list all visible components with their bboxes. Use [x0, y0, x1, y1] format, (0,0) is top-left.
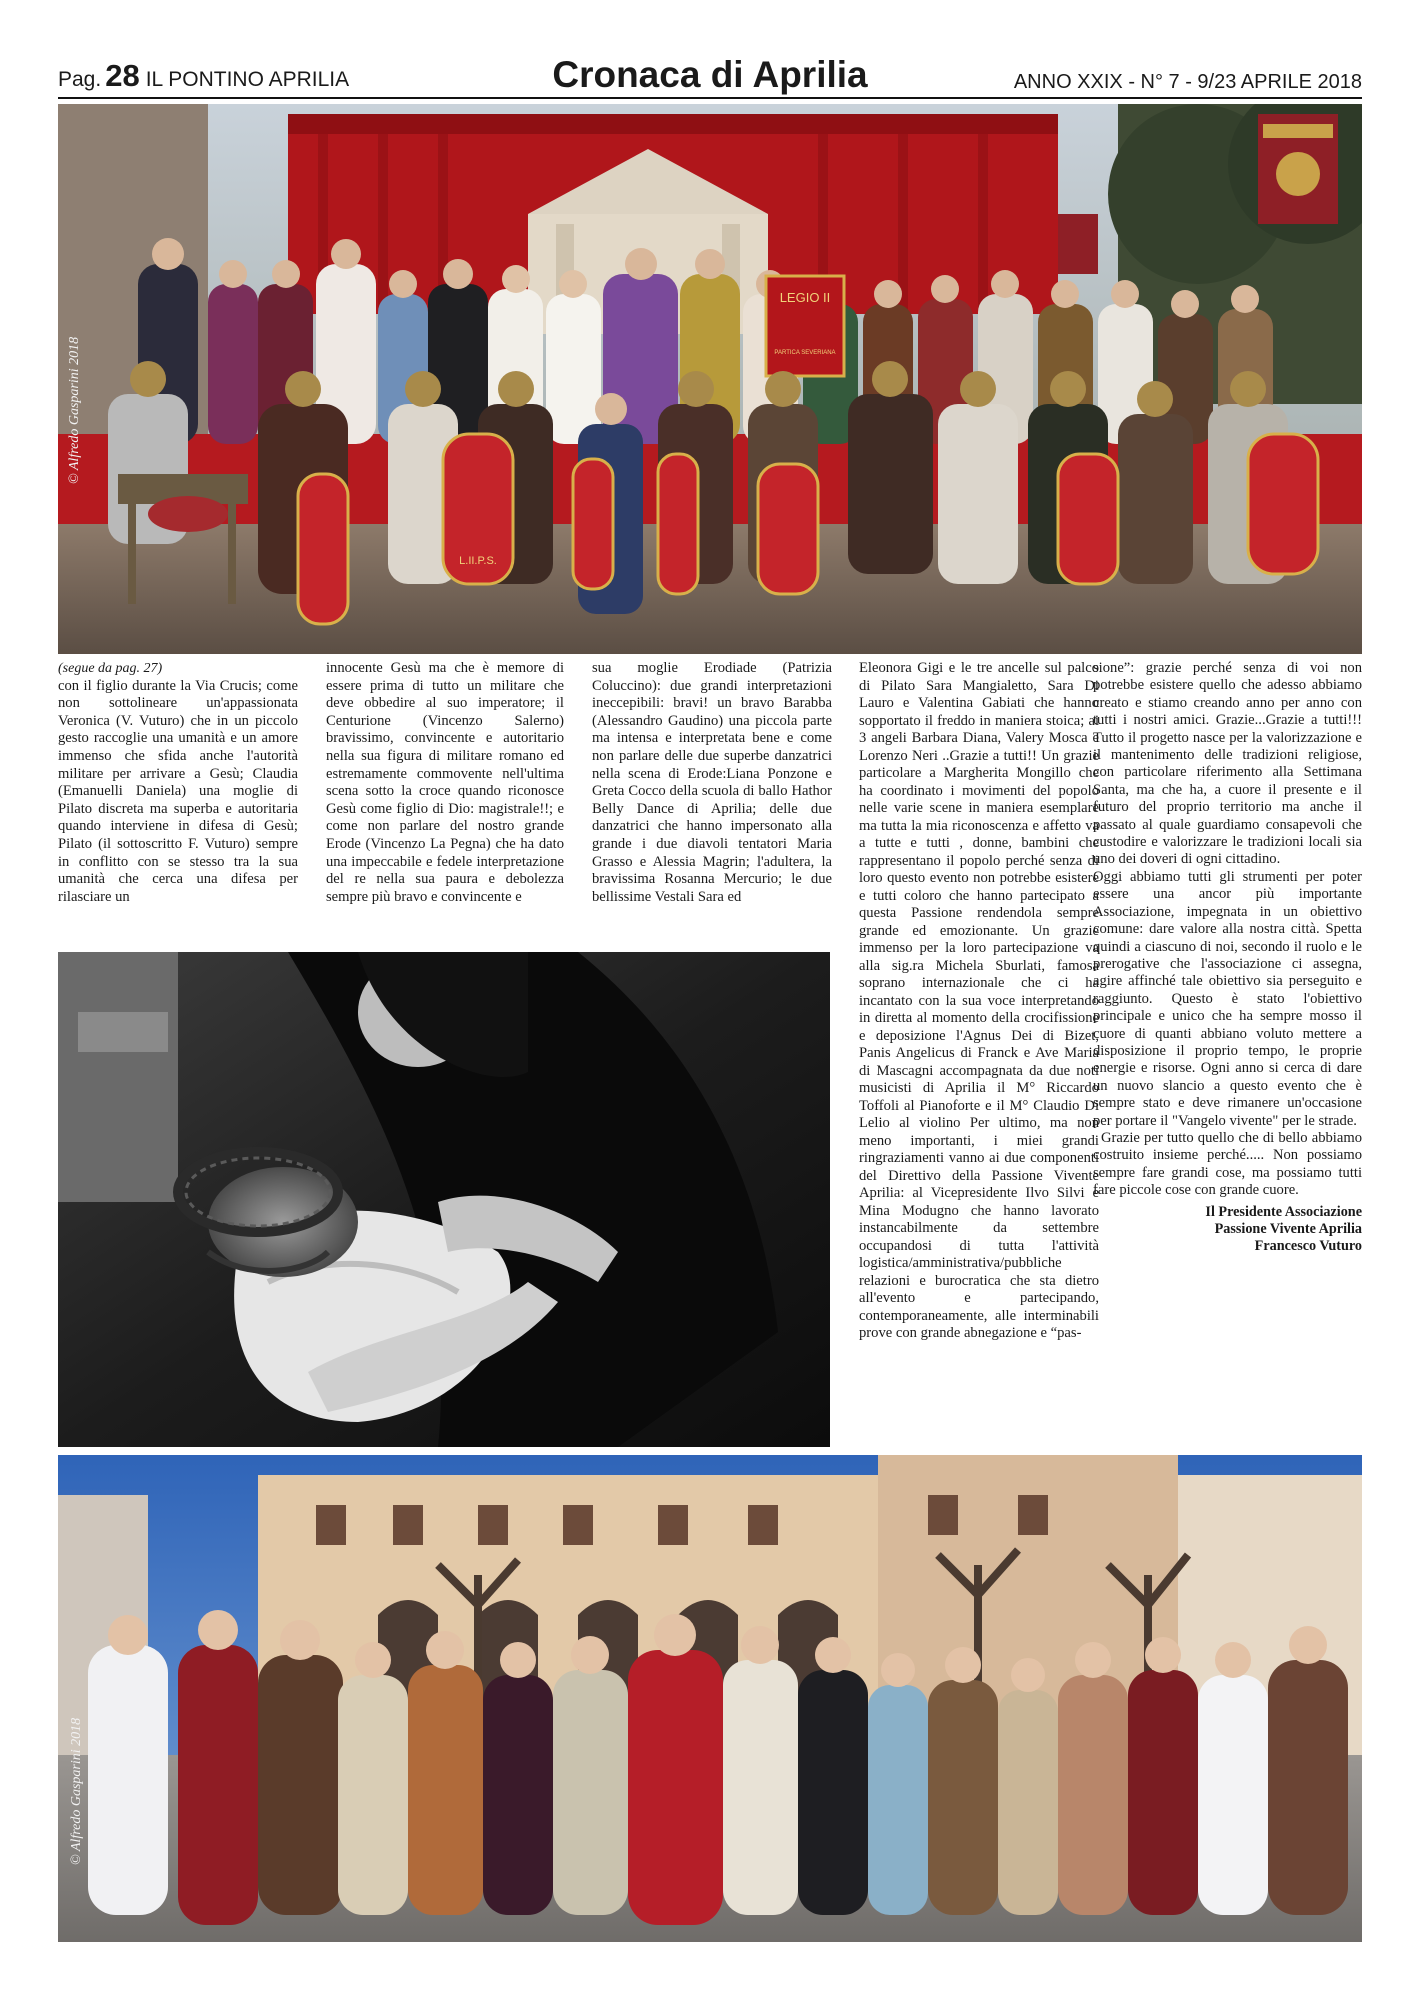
photographer-watermark-top: © Alfredo Gasparini 2018	[67, 336, 82, 484]
pieta-photo	[58, 952, 830, 1447]
page-header	[58, 52, 1362, 96]
top-group-photo	[58, 104, 1362, 654]
column-3-text: sua moglie Erodiade (Patrizia Coluccino): due grandi interpretazioni ineccepibili: bravi! un bravo Barabba (Alessandro Gaudino) una piccola parte ma intensa e interpretata bene e come non parlare delle due superbe danzatrici nella scena di Erode:Liana Ponzone e Greta Cocco della scuola di ballo Hathor Belly Dance di Aprilia; delle due danzatrici che hanno impersonato alla grande i due diavoli tentatori Maria Grasso e Alessia Magrin; l'adultera, la bravissima Rosanna Mercurio; le due bellissime Vestali Sara ed	[592, 660, 832, 905]
column-5	[1093, 660, 1362, 1255]
bottom-group-photo	[58, 1455, 1362, 1942]
column-3	[592, 660, 832, 906]
column-5-paragraph-1: sione”: grazie perché senza di voi non potrebbe esistere quello che adesso abbiamo creato e stiamo creando anno per anno con tutti i nostri amici. Grazie...Grazie a tutti!!! Tutto il progetto nasce per la valorizzazione e il mantenimento delle tradizioni religiose, con particolare riferimento alla Settimana Santa, ma che ha, a cuore il presente e il futuro del proprio territorio ma anche il passato al quale guardiamo consapevoli che custodire e valorizzare le tradizioni locali sia uno dei doveri di ogni cittadino.	[1093, 660, 1362, 868]
column-5-paragraph-2: Oggi abbiamo tutti gli strumenti per poter essere una ancor più importante Associazione, impegnata in un obiettivo comune: dare valore alla nostra città. Spetta quindi a ciascuno di noi, secondo il ruolo e le prerogative che l'associazione ci assegna, agire affinché tale obiettivo sia perseguito e raggiunto. Questo è stato l'obiettivo principale e unico che ha sempre mosso il cuore di quanti abbiano voluto mettere a disposizione il proprio tempo, le proprie energie e risorse. Ogni anno si cerca di dare un nuovo slancio a questo evento che è sempre stato e deve rimanere un'occasione per portare il "Vangelo vivente" per le strade.	[1093, 868, 1362, 1129]
signature	[1093, 1204, 1362, 1255]
column-1-text: con il figlio durante la Via Crucis; come non sottolineare un'appassionata Veronica (V. Vuturo) che in un piccolo gesto raccoglie una umanità e un amore immenso che sfida anche l'autorità militare per arrivare a Gesù; Claudia (Emanuelli Daniela) una moglie di Pilato discreta ma superba e autoritaria quando interviene in difesa di Gesù; Pilato (il sottoscritto F. Vuturo) sempre in conflitto con se stesso tra la sua umanità che cerca una difesa per rilasciare un	[58, 677, 298, 905]
column-2-text: innocente Gesù ma che è memore di essere prima di tutto un militare che deve obbedire al suo imperatore; il Centurione (Vincenzo Salerno) bravissimo, convincente e autoritario nella sua figura di militare romano ed estremamente commovente nell'ultima scena sotto la croce quando riconosce Gesù come figlio di Dio: magistrale!!; e come non parlare del nostro grande Erode (Vincenzo La Pegna) che ha dato una impeccabile e fedele interpretazione del re nella sua paura e debolezza sempre più bravo e convincente e	[326, 660, 564, 905]
photographer-watermark-bottom: © Alfredo Gasparini 2018	[69, 1717, 84, 1865]
page-number: 28	[105, 58, 140, 93]
page-label: Pag.	[58, 68, 102, 91]
signature-line-1: Il Presidente Associazione	[1205, 1203, 1362, 1220]
header-rule	[58, 97, 1362, 99]
section-title: Cronaca di Aprilia	[552, 54, 868, 95]
legio-banner-text: LEGIO II	[779, 290, 831, 305]
publication-name: IL PONTINO APRILIA	[145, 68, 350, 91]
issue-info: ANNO XXIX - N° 7 - 9/23 APRILE 2018	[1013, 71, 1362, 93]
segue-note: (segue da pag. 27)	[58, 661, 163, 676]
signature-line-3: Francesco Vuturo	[1254, 1237, 1362, 1254]
column-2	[326, 660, 564, 906]
column-4	[859, 660, 1099, 1343]
signature-line-2: Passione Vivente Aprilia	[1214, 1220, 1362, 1237]
column-1	[58, 660, 298, 906]
column-5-paragraph-3: Grazie per tutto quello che di bello abbiamo costruito insieme perché..... Non possiamo sempre fare grandi cose, ma possiamo tutti fare piccole cose con grande cuore.	[1093, 1129, 1362, 1199]
column-4-text: Eleonora Gigi e le tre ancelle sul palco di Pilato Sara Mangialetto, Sara Di Lauro e Valentina Gabiati che hanno sopportato il freddo in maniera stoica; ai 3 angeli Barbara Diana, Valery Mosca e Lorenzo Neri ..Grazie a tutti!! Un grazie particolare a Margherita Mongillo che ha coordinato i movimenti del popolo nelle varie scene in maniera esemplare ma tutta la mia riconoscenza e affetto va a tutte e tutti , donne, bambini che rappresentano il popolo perché senza di loro questo evento non potrebbe esistere e tutti coloro che hanno partecipato a questa Passione rendendola sempre grande ed emozionante. Un grazie immenso per la loro partecipazione va alla sig.ra Michela Sburlati, famosa soprano internazionale che ci ha incantato con la sua voce interpretando in diretta al momento della crocifissione e deposizione l'Agnus Dei di Bizet, Panis Angelicus di Franck e Ave Maria di Mascagni accompagnata da due noti musicisti di Aprilia il M° Riccardo Toffoli al Pianoforte e il M° Claudio Di Lelio al violino Per ultimo, ma non meno importanti, i miei grandi ringraziamenti vanno ai due componenti del Direttivo della Passione Vivente Aprilia: al Vicepresidente Ilvo Silvi e Mina Modugno che hanno lavorato instancabilmente da settembre occupandosi di tutta l'attività logistica/amministrativa/pubbliche relazioni e burocratica che sta dietro all'evento e partecipando, contemporaneamente, alle interminabili prove con grande abnegazione e “pas-	[859, 660, 1099, 1341]
legio-banner-subtext: PARTICA SEVERIANA	[774, 350, 836, 356]
shield-text: L.II.P.S.	[459, 555, 497, 567]
